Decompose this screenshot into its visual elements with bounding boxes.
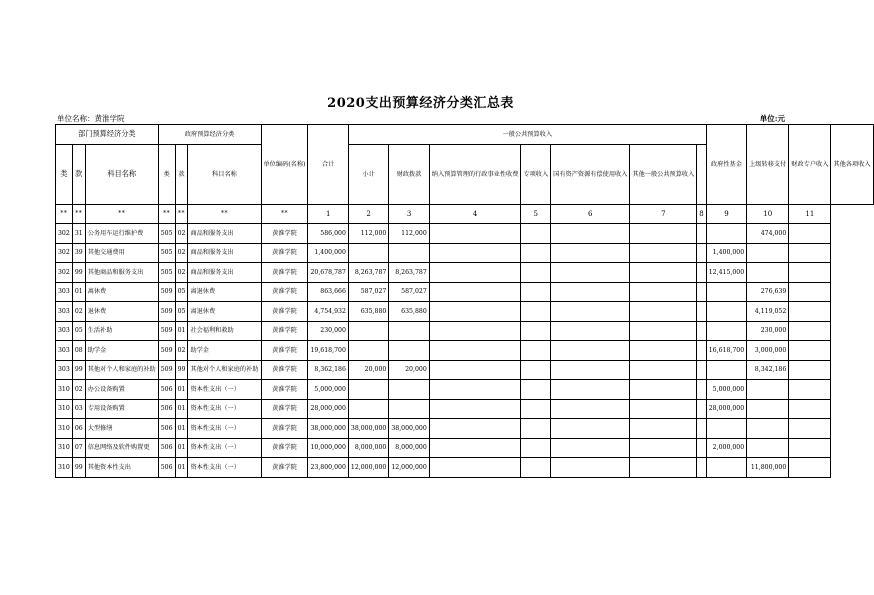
cell-gov-item-name: 资本性支出（一）: [188, 438, 261, 458]
cell-subtotal: [348, 243, 388, 263]
cell-item-name: 助学金: [85, 341, 158, 361]
cell-gov-lei: 509: [158, 321, 175, 341]
cell-special-income: [521, 341, 551, 361]
cell-unit: 黄淮学院: [261, 243, 308, 263]
header-gov-lei: 类: [158, 145, 175, 205]
cell-other: [789, 458, 831, 478]
cell-gov-lei: 505: [158, 224, 175, 244]
unit-currency: 单位:元: [759, 114, 785, 123]
cell-unit: 黄淮学院: [261, 360, 308, 380]
cell-subtotal: 8,000,000: [348, 438, 388, 458]
header-gov-fund: 政府性基金: [706, 125, 746, 205]
cell-unit: 黄淮学院: [261, 302, 308, 322]
cell-admin-fee: [429, 224, 521, 244]
header-other-general: 其他一般公共预算收入: [630, 145, 697, 205]
cell-subtotal: 587,027: [348, 282, 388, 302]
cell-transfer: 2,000,000: [706, 438, 746, 458]
cell-kuan: 06: [72, 419, 85, 439]
cell-state-asset: [551, 243, 630, 263]
header-fiscal: 财政拨款: [389, 145, 429, 205]
cell-special-income: [521, 243, 551, 263]
cell-other-general: [630, 224, 697, 244]
index-cell: **: [158, 205, 175, 224]
cell-kuan: 99: [72, 458, 85, 478]
cell-total: 5,000,000: [308, 380, 348, 400]
cell-admin-fee: [429, 380, 521, 400]
cell-lei: 302: [56, 243, 73, 263]
header-transfer: 上级转移支付: [747, 125, 789, 205]
index-cell: **: [261, 205, 308, 224]
cell-kuan: 05: [72, 321, 85, 341]
cell-gov-fund: [697, 399, 706, 419]
cell-kuan: 99: [72, 263, 85, 283]
cell-state-asset: [551, 341, 630, 361]
cell-gov-lei: 505: [158, 263, 175, 283]
cell-gov-kuan: 01: [175, 458, 188, 478]
index-cell: **: [72, 205, 85, 224]
cell-subtotal: [348, 341, 388, 361]
table-row: [56, 243, 874, 263]
cell-item-name: 其他对个人和家庭的补助: [85, 360, 158, 380]
cell-gov-kuan: 01: [175, 438, 188, 458]
table-row: [56, 419, 874, 439]
cell-gov-fund: [697, 302, 706, 322]
cell-total: 38,000,000: [308, 419, 348, 439]
cell-total: 863,666: [308, 282, 348, 302]
cell-state-asset: [551, 302, 630, 322]
cell-gov-item-name: 其他对个人和家庭的补助: [188, 360, 261, 380]
header-gov-kuan: 款: [175, 145, 188, 205]
cell-other: [789, 282, 831, 302]
cell-gov-kuan: 05: [175, 302, 188, 322]
cell-other: [789, 243, 831, 263]
cell-gov-fund: [697, 360, 706, 380]
unit-name: 单位名称：黄淮学院: [57, 114, 125, 123]
header-unit-code: 单位编码(名称): [261, 125, 308, 205]
table-body: [56, 224, 874, 478]
cell-special-income: [521, 282, 551, 302]
cell-kuan: 01: [72, 282, 85, 302]
cell-other-general: [630, 321, 697, 341]
cell-gov-lei: 506: [158, 438, 175, 458]
table-row: [56, 341, 874, 361]
index-cell: 6: [551, 205, 630, 224]
cell-other-general: [630, 263, 697, 283]
cell-unit: 黄淮学院: [261, 438, 308, 458]
cell-unit: 黄淮学院: [261, 282, 308, 302]
cell-subtotal: 635,880: [348, 302, 388, 322]
index-cell: **: [85, 205, 158, 224]
cell-gov-fund: [697, 419, 706, 439]
cell-admin-fee: [429, 243, 521, 263]
cell-gov-lei: 506: [158, 399, 175, 419]
cell-kuan: 39: [72, 243, 85, 263]
cell-state-asset: [551, 321, 630, 341]
index-cell: 7: [630, 205, 697, 224]
cell-other-general: [630, 458, 697, 478]
cell-special-income: [521, 302, 551, 322]
cell-subtotal: 20,000: [348, 360, 388, 380]
cell-item-name: 信息网络及软件购置更: [85, 438, 158, 458]
cell-fiscal: [389, 380, 429, 400]
cell-special: 474,000: [747, 224, 789, 244]
cell-lei: 302: [56, 224, 73, 244]
cell-item-name: 其他资本性支出: [85, 458, 158, 478]
table-row: [56, 438, 874, 458]
header-subtotal: 小计: [348, 145, 388, 205]
cell-special-income: [521, 458, 551, 478]
cell-total: 19,618,700: [308, 341, 348, 361]
cell-transfer: 12,415,000: [706, 263, 746, 283]
cell-gov-lei: 509: [158, 302, 175, 322]
cell-lei: 303: [56, 321, 73, 341]
cell-unit: 黄淮学院: [261, 224, 308, 244]
cell-other-general: [630, 380, 697, 400]
cell-fiscal: 38,000,000: [389, 419, 429, 439]
header-item-name: 科目名称: [85, 145, 158, 205]
cell-other-general: [630, 419, 697, 439]
cell-transfer: [706, 321, 746, 341]
table-row: [56, 380, 874, 400]
cell-other-general: [630, 302, 697, 322]
cell-kuan: 99: [72, 360, 85, 380]
cell-gov-kuan: 02: [175, 341, 188, 361]
index-cell: 3: [389, 205, 429, 224]
cell-lei: 302: [56, 263, 73, 283]
cell-state-asset: [551, 380, 630, 400]
cell-other: [789, 438, 831, 458]
cell-other: [789, 263, 831, 283]
cell-lei: 310: [56, 380, 73, 400]
cell-transfer: [706, 419, 746, 439]
cell-item-name: 办公设备购置: [85, 380, 158, 400]
cell-admin-fee: [429, 321, 521, 341]
cell-other-general: [630, 399, 697, 419]
cell-special-income: [521, 224, 551, 244]
cell-lei: 310: [56, 419, 73, 439]
cell-gov-fund: [697, 263, 706, 283]
cell-gov-kuan: 01: [175, 419, 188, 439]
cell-special: [747, 380, 789, 400]
cell-admin-fee: [429, 419, 521, 439]
table-row: [56, 224, 874, 244]
cell-total: 20,678,787: [308, 263, 348, 283]
cell-unit: 黄淮学院: [261, 263, 308, 283]
cell-admin-fee: [429, 360, 521, 380]
cell-total: 28,000,000: [308, 399, 348, 419]
table-row: [56, 321, 874, 341]
index-cell: 1: [308, 205, 348, 224]
cell-lei: 303: [56, 360, 73, 380]
cell-item-name: 专用设备购置: [85, 399, 158, 419]
cell-unit: 黄淮学院: [261, 419, 308, 439]
cell-state-asset: [551, 224, 630, 244]
cell-gov-item-name: 商品和服务支出: [188, 224, 261, 244]
cell-subtotal: [348, 399, 388, 419]
cell-other: [789, 399, 831, 419]
cell-item-name: 公务用车运行维护费: [85, 224, 158, 244]
cell-special: 276,639: [747, 282, 789, 302]
header-dept-class: 部门预算经济分类: [56, 125, 159, 145]
cell-other-general: [630, 341, 697, 361]
cell-gov-kuan: 05: [175, 282, 188, 302]
cell-item-name: 其他交通费用: [85, 243, 158, 263]
cell-total: 8,362,186: [308, 360, 348, 380]
cell-state-asset: [551, 438, 630, 458]
header-other: 其他各项收入: [831, 125, 873, 205]
cell-item-name: 大型修缮: [85, 419, 158, 439]
cell-admin-fee: [429, 399, 521, 419]
cell-gov-item-name: 资本性支出（一）: [188, 399, 261, 419]
index-cell: 2: [348, 205, 388, 224]
table-row: [56, 302, 874, 322]
cell-fiscal: [389, 341, 429, 361]
cell-total: 4,754,932: [308, 302, 348, 322]
cell-admin-fee: [429, 458, 521, 478]
cell-total: 230,000: [308, 321, 348, 341]
cell-lei: 310: [56, 438, 73, 458]
cell-gov-kuan: 99: [175, 360, 188, 380]
cell-special-income: [521, 263, 551, 283]
cell-fiscal: 587,027: [389, 282, 429, 302]
cell-other-general: [630, 243, 697, 263]
cell-fiscal: [389, 243, 429, 263]
cell-gov-kuan: 01: [175, 380, 188, 400]
cell-item-name: 其他商品和服务支出: [85, 263, 158, 283]
cell-item-name: 离休费: [85, 282, 158, 302]
index-cell: 11: [789, 205, 831, 224]
cell-special: 230,000: [747, 321, 789, 341]
cell-gov-lei: 509: [158, 282, 175, 302]
index-cell: **: [56, 205, 73, 224]
cell-total: 1,400,000: [308, 243, 348, 263]
header-gov-item-name: 科目名称: [188, 145, 261, 205]
cell-transfer: [706, 302, 746, 322]
index-row: [56, 205, 874, 224]
cell-state-asset: [551, 263, 630, 283]
cell-fiscal: 20,000: [389, 360, 429, 380]
header-state-asset: 国有资产资源有偿使用收入: [551, 145, 630, 205]
cell-other: [789, 302, 831, 322]
cell-gov-lei: 506: [158, 380, 175, 400]
cell-admin-fee: [429, 438, 521, 458]
cell-state-asset: [551, 419, 630, 439]
cell-kuan: 08: [72, 341, 85, 361]
cell-other-general: [630, 360, 697, 380]
table-row: [56, 399, 874, 419]
cell-fiscal: [389, 399, 429, 419]
cell-transfer: 28,000,000: [706, 399, 746, 419]
cell-unit: 黄淮学院: [261, 341, 308, 361]
table-row: [56, 282, 874, 302]
cell-gov-item-name: 商品和服务支出: [188, 243, 261, 263]
table-row: [56, 458, 874, 478]
cell-gov-lei: 506: [158, 458, 175, 478]
index-cell: **: [175, 205, 188, 224]
cell-special-income: [521, 438, 551, 458]
header-admin-fee: 纳入预算管理的行政事业性收费: [429, 145, 521, 205]
cell-special: [747, 263, 789, 283]
cell-gov-kuan: 02: [175, 243, 188, 263]
cell-other: [789, 321, 831, 341]
cell-special: 8,342,186: [747, 360, 789, 380]
cell-special: 11,800,000: [747, 458, 789, 478]
cell-special-income: [521, 419, 551, 439]
cell-gov-kuan: 01: [175, 399, 188, 419]
cell-special: 4,119,052: [747, 302, 789, 322]
cell-special-income: [521, 380, 551, 400]
cell-lei: 310: [56, 399, 73, 419]
cell-fiscal: 8,263,787: [389, 263, 429, 283]
cell-state-asset: [551, 282, 630, 302]
cell-total: 23,800,000: [308, 458, 348, 478]
index-cell: 5: [521, 205, 551, 224]
cell-lei: 303: [56, 341, 73, 361]
cell-gov-item-name: 资本性支出（一）: [188, 419, 261, 439]
cell-fiscal: 112,000: [389, 224, 429, 244]
cell-gov-item-name: 社会福利和救助: [188, 321, 261, 341]
index-cell: 4: [429, 205, 521, 224]
table-row: [56, 263, 874, 283]
cell-unit: 黄淮学院: [261, 321, 308, 341]
cell-transfer: [706, 282, 746, 302]
cell-kuan: 07: [72, 438, 85, 458]
cell-special: [747, 419, 789, 439]
cell-gov-item-name: 助学金: [188, 341, 261, 361]
cell-gov-item-name: 离退休费: [188, 282, 261, 302]
cell-gov-fund: [697, 341, 706, 361]
header-lei: 类: [56, 145, 73, 205]
cell-fiscal: 8,000,000: [389, 438, 429, 458]
cell-gov-item-name: 资本性支出（一）: [188, 458, 261, 478]
cell-admin-fee: [429, 282, 521, 302]
cell-admin-fee: [429, 263, 521, 283]
header-kuan: 款: [72, 145, 85, 205]
cell-admin-fee: [429, 302, 521, 322]
cell-gov-item-name: 资本性支出（一）: [188, 380, 261, 400]
cell-gov-fund: [697, 438, 706, 458]
cell-unit: 黄淮学院: [261, 380, 308, 400]
index-cell: 10: [747, 205, 789, 224]
page-title: 2020支出预算经济分类汇总表: [327, 96, 514, 111]
cell-special-income: [521, 399, 551, 419]
cell-subtotal: [348, 321, 388, 341]
cell-gov-fund: [697, 458, 706, 478]
table-row: [56, 360, 874, 380]
cell-state-asset: [551, 399, 630, 419]
cell-state-asset: [551, 458, 630, 478]
cell-admin-fee: [429, 341, 521, 361]
cell-subtotal: 112,000: [348, 224, 388, 244]
cell-gov-lei: 506: [158, 419, 175, 439]
cell-special: [747, 399, 789, 419]
cell-gov-fund: [697, 321, 706, 341]
cell-gov-kuan: 02: [175, 263, 188, 283]
cell-gov-lei: 509: [158, 360, 175, 380]
cell-special-income: [521, 321, 551, 341]
cell-gov-fund: [697, 243, 706, 263]
budget-table: [55, 124, 874, 478]
cell-kuan: 02: [72, 302, 85, 322]
cell-gov-kuan: 02: [175, 224, 188, 244]
cell-gov-lei: 509: [158, 341, 175, 361]
cell-special-income: [521, 360, 551, 380]
cell-subtotal: 8,263,787: [348, 263, 388, 283]
cell-unit: 黄淮学院: [261, 458, 308, 478]
cell-special: [747, 243, 789, 263]
cell-item-name: 生活补助: [85, 321, 158, 341]
header-total: 合计: [308, 125, 348, 205]
cell-special: 3,000,000: [747, 341, 789, 361]
cell-other-general: [630, 282, 697, 302]
index-cell: 9: [706, 205, 746, 224]
index-cell: **: [188, 205, 261, 224]
cell-lei: 303: [56, 282, 73, 302]
cell-gov-item-name: 离退休费: [188, 302, 261, 322]
cell-gov-item-name: 商品和服务支出: [188, 263, 261, 283]
cell-special: [747, 438, 789, 458]
index-cell: 8: [697, 205, 706, 224]
cell-gov-kuan: 01: [175, 321, 188, 341]
cell-other: [789, 419, 831, 439]
cell-kuan: 31: [72, 224, 85, 244]
cell-kuan: 02: [72, 380, 85, 400]
cell-gov-fund: [697, 282, 706, 302]
cell-other-general: [630, 438, 697, 458]
cell-transfer: [706, 360, 746, 380]
cell-state-asset: [551, 360, 630, 380]
cell-subtotal: [348, 380, 388, 400]
cell-other: [789, 341, 831, 361]
header-special: 财政专户收入: [789, 125, 831, 205]
cell-gov-fund: [697, 224, 706, 244]
cell-lei: 303: [56, 302, 73, 322]
cell-kuan: 03: [72, 399, 85, 419]
cell-gov-fund: [697, 380, 706, 400]
cell-subtotal: 12,000,000: [348, 458, 388, 478]
cell-fiscal: [389, 321, 429, 341]
cell-total: 10,000,000: [308, 438, 348, 458]
cell-other: [789, 360, 831, 380]
header-special-income: 专项收入: [521, 145, 551, 205]
cell-transfer: 1,400,000: [706, 243, 746, 263]
cell-lei: 310: [56, 458, 73, 478]
cell-subtotal: 38,000,000: [348, 419, 388, 439]
header-gov-class: 政府预算经济分类: [158, 125, 261, 145]
cell-transfer: [706, 224, 746, 244]
header-general-budget: 一般公共预算收入: [348, 125, 706, 145]
cell-item-name: 退休费: [85, 302, 158, 322]
cell-transfer: 16,618,700: [706, 341, 746, 361]
cell-other: [789, 224, 831, 244]
cell-unit: 黄淮学院: [261, 399, 308, 419]
cell-transfer: 5,000,000: [706, 380, 746, 400]
cell-transfer: [706, 458, 746, 478]
cell-gov-lei: 505: [158, 243, 175, 263]
cell-total: 586,000: [308, 224, 348, 244]
cell-other: [789, 380, 831, 400]
cell-fiscal: 635,880: [389, 302, 429, 322]
cell-fiscal: 12,000,000: [389, 458, 429, 478]
